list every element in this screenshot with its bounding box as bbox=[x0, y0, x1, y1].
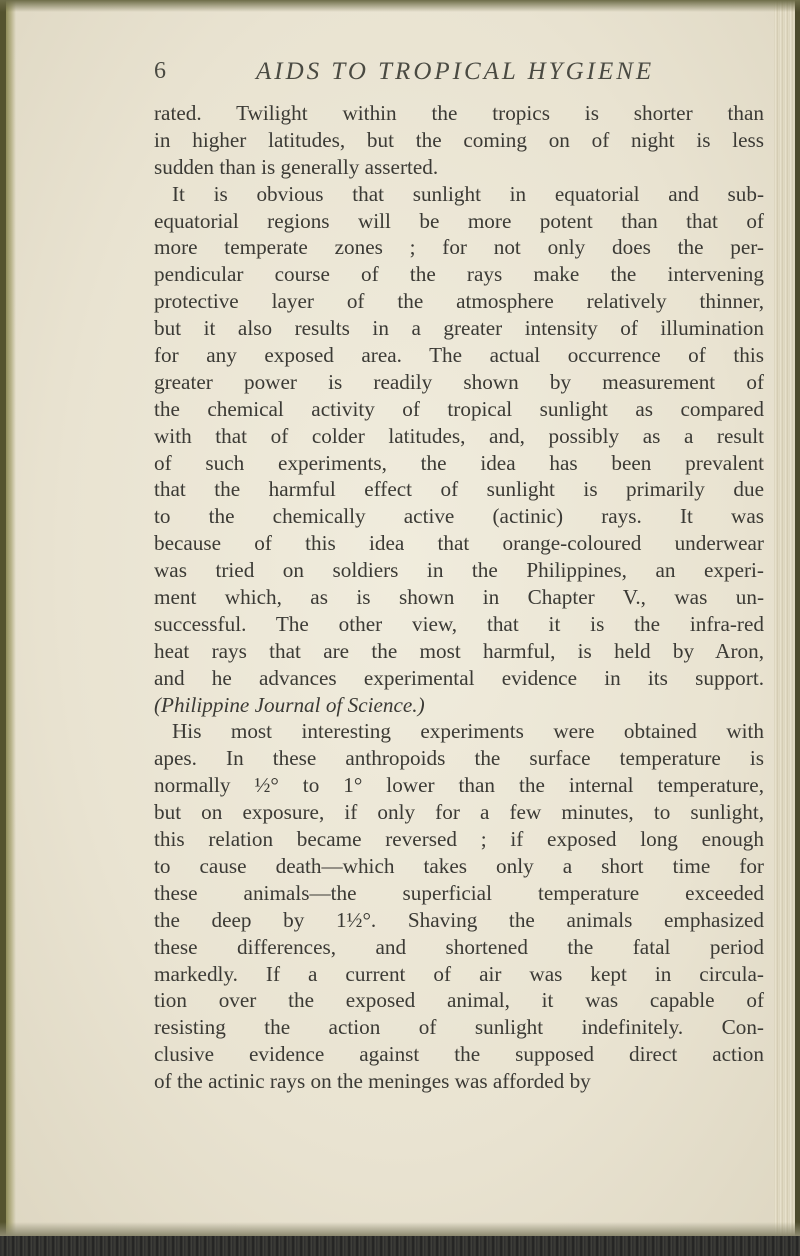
text-line: resisting the action of sunlight indefinitely. Con- bbox=[154, 1015, 764, 1040]
binding-strip bbox=[0, 1236, 800, 1256]
paragraph bbox=[154, 100, 764, 181]
text-line: these animals—the superficial temperature exceeded bbox=[154, 880, 764, 905]
text-line: ment which, as is shown in Chapter V., was un- bbox=[154, 585, 764, 610]
running-title: AIDS TO TROPICAL HYGIENE bbox=[256, 58, 655, 85]
text-line: clusive evidence against the supposed direct action bbox=[154, 1042, 764, 1067]
text-line: sudden than is generally asserted. bbox=[154, 154, 439, 179]
text-line: normally ½° to 1° lower than the internal temperature, bbox=[154, 773, 764, 798]
text-line: protective layer of the atmosphere relatively thinner, bbox=[154, 289, 764, 314]
text-line: heat rays that are the most harmful, is held by Aron, bbox=[154, 638, 764, 663]
text-line: markedly. If a current of air was kept in circula- bbox=[154, 961, 764, 986]
text-line: of such experiments, the idea has been prevalent bbox=[154, 450, 764, 475]
page-number: 6 bbox=[154, 58, 166, 84]
right-cover-edge bbox=[795, 0, 800, 1256]
paragraph bbox=[154, 718, 764, 1094]
text-line: in higher latitudes, but the coming on of night is less bbox=[154, 127, 764, 152]
text-line: was tried on soldiers in the Philippines, an experi- bbox=[154, 558, 764, 583]
text-line: equatorial regions will be more potent than that of bbox=[154, 208, 764, 233]
text-line: greater power is readily shown by measurement of bbox=[154, 369, 764, 394]
running-head bbox=[0, 58, 800, 92]
text-line: that the harmful effect of sunlight is primarily due bbox=[154, 477, 764, 502]
text-line: but it also results in a greater intensity of illumination bbox=[154, 316, 764, 341]
text-line: this relation became reversed ; if exposed long enough bbox=[154, 827, 764, 852]
text-line: tion over the exposed animal, it was capable of bbox=[154, 988, 764, 1013]
text-line: for any exposed area. The actual occurrence of this bbox=[154, 343, 764, 368]
text-line: to cause death—which takes only a short time for bbox=[154, 853, 764, 878]
text-line: pendicular course of the rays make the intervening bbox=[154, 262, 764, 287]
text-line: successful. The other view, that it is the infra-red bbox=[154, 611, 764, 636]
text-line: and he advances experimental evidence in its support. bbox=[154, 665, 764, 690]
text-line: more temperate zones ; for not only does the per- bbox=[154, 235, 764, 260]
text-line: with that of colder latitudes, and, possibly as a result bbox=[154, 423, 764, 448]
text-line: but on exposure, if only for a few minutes, to sunlight, bbox=[154, 800, 764, 825]
text-line: these differences, and shortened the fatal period bbox=[154, 934, 764, 959]
text-line: because of this idea that orange-coloured underwear bbox=[154, 531, 764, 556]
text-line: apes. In these anthropoids the surface temperature is bbox=[154, 746, 764, 771]
text-line: (Philippine Journal of Science.) bbox=[154, 692, 425, 717]
body-text bbox=[154, 100, 764, 1095]
cover-edge bbox=[0, 0, 6, 1256]
text-line: It is obvious that sunlight in equatorial and sub- bbox=[172, 181, 764, 206]
text-line: His most interesting experiments were obtained with bbox=[172, 719, 764, 744]
top-shadow bbox=[0, 0, 800, 12]
text-line: the chemical activity of tropical sunlight as compared bbox=[154, 396, 764, 421]
text-line: the deep by 1½°. Shaving the animals emphasized bbox=[154, 907, 764, 932]
text-line: to the chemically active (actinic) rays. It was bbox=[154, 504, 764, 529]
text-line: rated. Twilight within the tropics is shorter than bbox=[154, 101, 764, 125]
paragraph bbox=[154, 181, 764, 719]
text-line: of the actinic rays on the meninges was afforded by bbox=[154, 1069, 591, 1094]
bottom-shadow bbox=[0, 1222, 800, 1236]
